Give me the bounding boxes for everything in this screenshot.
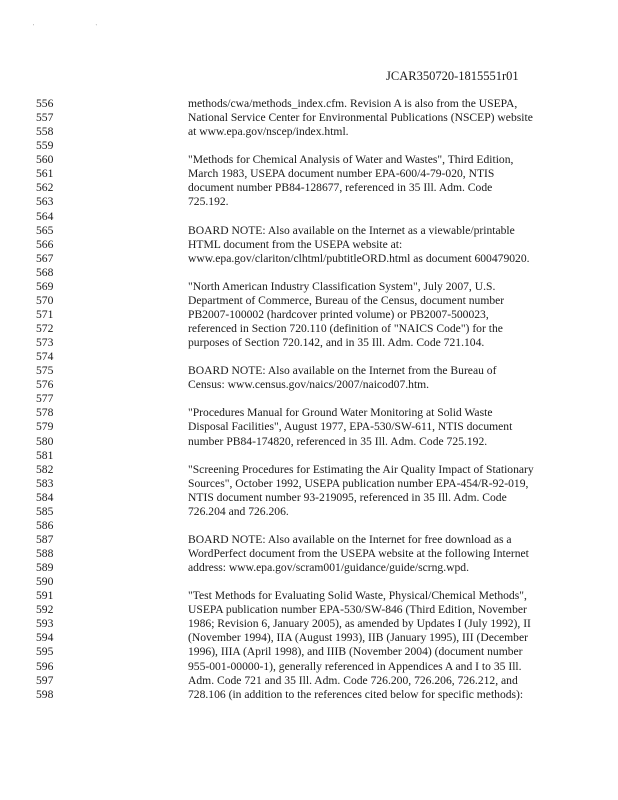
line-text: BOARD NOTE: Also available on the Internet from the Bureau of xyxy=(188,364,497,378)
line-text: March 1983, USEPA document number EPA-600/4-79-020, NTIS xyxy=(188,167,495,181)
line-text: National Service Center for Environmental Publications (NSCEP) website xyxy=(188,111,533,125)
line-text: "Procedures Manual for Ground Water Monitoring at Solid Waste xyxy=(188,406,493,420)
line-number: 572 xyxy=(36,322,54,335)
text-line xyxy=(0,575,618,589)
line-number: 590 xyxy=(36,575,54,589)
line-number: 558 xyxy=(36,125,54,139)
line-number: 562 xyxy=(36,181,54,195)
line-number: 589 xyxy=(36,561,54,575)
text-line xyxy=(0,533,618,547)
line-number: 581 xyxy=(36,448,54,462)
line-text: Disposal Facilities", August 1977, EPA-530/SW-611, NTIS document xyxy=(188,420,513,434)
line-number: 570 xyxy=(36,293,54,307)
line-text: number PB84-174820, referenced in 35 Ill. Adm. Code 725.192. xyxy=(188,434,488,448)
line-number: 585 xyxy=(36,504,54,518)
line-text: Census: www.census.gov/naics/2007/naicod07.htm. xyxy=(188,378,430,392)
text-line xyxy=(0,688,618,702)
line-text: 1996), IIIA (April 1998), and IIIB (November 2004) (document number xyxy=(188,645,523,659)
line-text: "North American Industry Classification System", July 2007, U.S. xyxy=(188,279,496,293)
line-text: Department of Commerce, Bureau of the Census, document number xyxy=(188,293,505,307)
line-number: 561 xyxy=(36,167,54,181)
text-line xyxy=(0,238,618,252)
line-text: 726.204 and 726.206. xyxy=(188,504,289,518)
line-number: 588 xyxy=(36,547,54,560)
line-text: 728.106 (in addition to the references cited below for specific methods): xyxy=(188,687,524,701)
line-text: PB2007-100002 (hardcover printed volume) or PB2007-500023, xyxy=(188,307,489,321)
text-line xyxy=(0,603,618,617)
text-line xyxy=(0,631,618,645)
text-body xyxy=(0,97,618,702)
line-number: 583 xyxy=(36,476,54,490)
text-line xyxy=(0,463,618,477)
text-line xyxy=(0,519,618,533)
text-line xyxy=(0,617,618,631)
text-line xyxy=(0,561,618,575)
text-line xyxy=(0,435,618,449)
line-text: BOARD NOTE: Also available on the Internet for free download as a xyxy=(188,532,512,546)
line-text: WordPerfect document from the USEPA website at the following Internet xyxy=(188,547,529,560)
line-text: HTML document from the USEPA website at: xyxy=(188,237,403,251)
line-text: "Methods for Chemical Analysis of Water and Wastes", Third Edition, xyxy=(188,153,514,167)
text-line xyxy=(0,139,618,153)
line-text: www.epa.gov/clariton/clhtml/pubtitleORD.html as document 600479020. xyxy=(188,251,530,265)
line-text: 955-001-00000-1), generally referenced in Appendices A and I to 35 Ill. xyxy=(188,659,522,673)
scan-marks: ' ' xyxy=(33,24,127,30)
text-line xyxy=(0,125,618,139)
text-line xyxy=(0,224,618,238)
line-text: "Screening Procedures for Estimating the Air Quality Impact of Stationary xyxy=(188,462,534,476)
text-line xyxy=(0,167,618,181)
line-text: "Test Methods for Evaluating Solid Waste, Physical/Chemical Methods", xyxy=(188,589,527,603)
line-number: 597 xyxy=(36,673,54,687)
text-line xyxy=(0,210,618,224)
text-line xyxy=(0,252,618,266)
line-number: 578 xyxy=(36,406,54,420)
line-text: address: www.epa.gov/scram001/guidance/guide/scrng.wpd. xyxy=(188,561,469,575)
line-number: 598 xyxy=(36,687,54,701)
line-number: 574 xyxy=(36,350,54,364)
line-number: 587 xyxy=(36,532,54,546)
text-line xyxy=(0,280,618,294)
line-number: 571 xyxy=(36,307,54,321)
line-number: 577 xyxy=(36,392,54,406)
line-text: 1986; Revision 6, January 2005), as amended by Updates I (July 1992), II xyxy=(188,617,531,631)
line-text: document number PB84-128677, referenced in 35 Ill. Adm. Code xyxy=(188,181,493,195)
line-text: Sources", October 1992, USEPA publication number EPA-454/R-92-019, xyxy=(188,476,529,490)
text-line xyxy=(0,406,618,420)
text-line xyxy=(0,336,618,350)
line-number: 569 xyxy=(36,279,54,293)
line-number: 596 xyxy=(36,659,54,673)
line-number: 559 xyxy=(36,139,54,153)
line-number: 560 xyxy=(36,153,54,167)
line-number: 573 xyxy=(36,336,54,350)
line-number: 576 xyxy=(36,378,54,392)
line-text: methods/cwa/methods_index.cfm. Revision A is also from the USEPA, xyxy=(188,97,518,110)
line-text: (November 1994), IIA (August 1993), IIB (January 1995), III (December xyxy=(188,631,528,645)
line-text: BOARD NOTE: Also available on the Internet as a viewable/printable xyxy=(188,223,515,237)
line-text: Adm. Code 721 and 35 Ill. Adm. Code 726.200, 726.206, 726.212, and xyxy=(188,673,518,687)
text-line xyxy=(0,491,618,505)
text-line xyxy=(0,111,618,125)
line-number: 592 xyxy=(36,603,54,617)
text-line xyxy=(0,322,618,336)
line-number: 563 xyxy=(36,195,54,209)
text-line xyxy=(0,294,618,308)
text-line xyxy=(0,378,618,392)
line-number: 580 xyxy=(36,434,54,448)
text-line xyxy=(0,181,618,195)
line-number: 566 xyxy=(36,237,54,251)
line-text: purposes of Section 720.142, and in 35 Ill. Adm. Code 721.104. xyxy=(188,336,485,350)
document-id: JCAR350720-1815551r01 xyxy=(386,69,519,83)
text-line xyxy=(0,660,618,674)
line-number: 594 xyxy=(36,631,54,645)
line-text: USEPA publication number EPA-530/SW-846 (Third Edition, November xyxy=(188,603,527,617)
text-line xyxy=(0,420,618,434)
line-number: 586 xyxy=(36,518,54,532)
text-line xyxy=(0,266,618,280)
line-number: 575 xyxy=(36,364,54,378)
text-line xyxy=(0,645,618,659)
text-line xyxy=(0,308,618,322)
text-line xyxy=(0,449,618,463)
line-number: 579 xyxy=(36,420,54,434)
text-line xyxy=(0,97,618,111)
line-number: 593 xyxy=(36,617,54,631)
line-number: 556 xyxy=(36,97,54,110)
line-number: 565 xyxy=(36,223,54,237)
line-number: 584 xyxy=(36,490,54,504)
text-line xyxy=(0,392,618,406)
text-line xyxy=(0,364,618,378)
text-line xyxy=(0,477,618,491)
line-text: at www.epa.gov/nscep/index.html. xyxy=(188,125,349,139)
text-line xyxy=(0,195,618,209)
line-text: 725.192. xyxy=(188,195,229,209)
line-number: 568 xyxy=(36,265,54,279)
text-line xyxy=(0,350,618,364)
text-line xyxy=(0,589,618,603)
line-number: 567 xyxy=(36,251,54,265)
line-number: 564 xyxy=(36,209,54,223)
text-line xyxy=(0,505,618,519)
text-line xyxy=(0,674,618,688)
line-number: 595 xyxy=(36,645,54,659)
line-number: 582 xyxy=(36,462,54,476)
line-number: 557 xyxy=(36,111,54,125)
line-number: 591 xyxy=(36,589,54,603)
line-text: referenced in Section 720.110 (definition of "NAICS Code") for the xyxy=(188,322,503,335)
line-text: NTIS document number 93-219095, referenced in 35 Ill. Adm. Code xyxy=(188,490,507,504)
text-line xyxy=(0,547,618,561)
text-line xyxy=(0,153,618,167)
